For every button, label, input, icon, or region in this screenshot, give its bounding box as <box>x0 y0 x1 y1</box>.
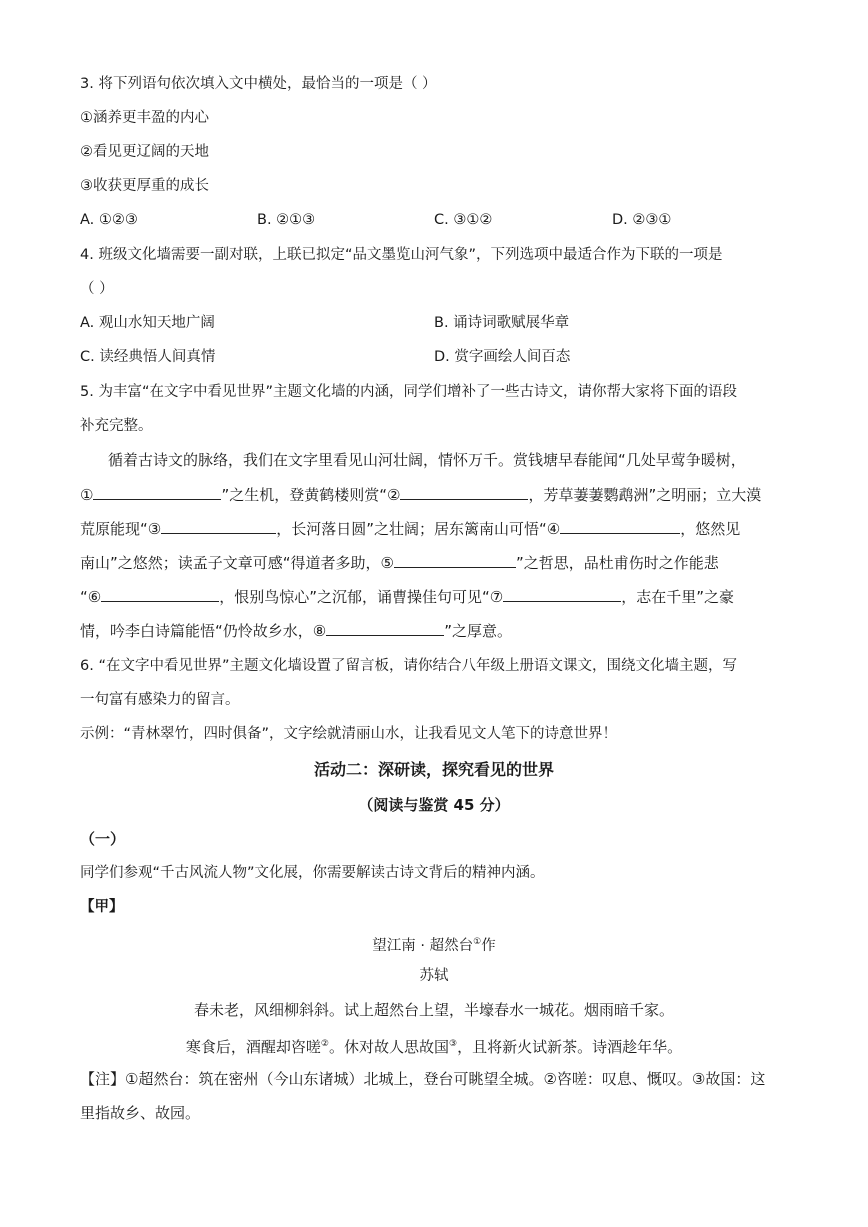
q6-line2: 一句富有感染力的留言。 <box>80 692 240 708</box>
q3-item-2: ②看见更辽阔的天地 <box>80 144 209 160</box>
q4-option-a: A. 观山水知天地广阔 <box>80 315 215 331</box>
q5-para-line5: “⑥ ，恨别鸟惊心”之沉郁，诵曹操佳句可见“⑦ ，志在千里”之豪 <box>80 588 734 606</box>
part-label: （一） <box>80 830 126 848</box>
q4-option-d: D. 赏字画绘人间百态 <box>434 349 571 365</box>
q5-para-line4: 南山”之悠然；读孟子文章可感“得道者多助，⑤ ”之哲思，品杜甫伤时之作能悲 <box>80 554 719 572</box>
q3-option-a: A. ①②③ <box>80 212 138 228</box>
q3-item-1: ①涵养更丰盈的内心 <box>80 110 209 126</box>
notes-line-1: 【注】①超然台：筑在密州（今山东诸城）北城上，登台可眺望全城。②咨嗟：叹息、慨叹。③故国：这 <box>80 1070 766 1088</box>
poem-line-1: 春未老，风细柳斜斜。试上超然台上望，半壕春水一城花。烟雨暗千家。 <box>193 1001 674 1019</box>
section-intro: 同学们参观“千古风流人物”文化展，你需要解读古诗文背后的精神内涵。 <box>80 865 545 881</box>
q5-para-line3: 荒原能现“③ ，长河落日圆”之壮阔；居东篱南山可悟“④ ，悠然见 <box>80 520 741 538</box>
q5-para-line1: 循着古诗文的脉络，我们在文字里看见山河壮阔，情怀万千。赏钱塘早春能闻“几处早莺争暖树， <box>108 451 746 469</box>
q4-stem: 4. 班级文化墙需要一副对联，上联已拟定“品文墨览山河气象”，下列选项中最适合作为下联的一项是 <box>80 247 723 263</box>
q3-item-3: ③收获更厚重的成长 <box>80 178 209 194</box>
q3-option-b: B. ②①③ <box>257 212 316 228</box>
poem-line-2: 寒食后，酒醒却咨嗟②。休对故人思故国③，且将新火试新茶。诗酒趁年华。 <box>185 1038 683 1056</box>
blank-label-1: ① <box>80 486 94 504</box>
q5-para-line2: ① ”之生机，登黄鹤楼则赏“② ，芳草萋萋鹦鹉洲”之明丽；立大漠 <box>80 486 762 504</box>
fill-blank-1[interactable] <box>93 485 221 500</box>
fill-blank-5[interactable] <box>394 553 516 568</box>
q5-stem-line2: 补充完整。 <box>80 418 153 434</box>
section-subtitle: （阅读与鉴赏 45 分） <box>358 796 510 814</box>
q3-stem: 3. 将下列语句依次填入文中横处，最恰当的一项是（ ） <box>80 76 437 92</box>
q3-option-d: D. ②③① <box>612 212 672 228</box>
q4-option-c: C. 读经典悟人间真情 <box>80 349 216 365</box>
fill-blank-2[interactable] <box>400 485 528 500</box>
jia-label: 【甲】 <box>80 899 124 915</box>
q4-paren: （ ） <box>80 281 114 297</box>
poem-title: 望江南 · 超然台①作 <box>372 937 496 954</box>
fill-blank-3[interactable] <box>161 519 276 534</box>
poem-author: 苏轼 <box>419 968 449 984</box>
q5-para-line6: 情，吟李白诗篇能悟“仍怜故乡水，⑧ ”之厚意。 <box>80 622 513 640</box>
fill-blank-7[interactable] <box>503 587 621 602</box>
footnote-marker-3: ③ <box>449 1039 458 1049</box>
fill-blank-8[interactable] <box>326 621 444 636</box>
fill-blank-6[interactable] <box>101 587 219 602</box>
q6-example: 示例：“青林翠竹，四时俱备”，文字绘就清丽山水，让我看见文人笔下的诗意世界！ <box>80 726 618 742</box>
q5-stem-line1: 5. 为丰富“在文字中看见世界”主题文化墙的内涵，同学们增补了一些古诗文，请你帮大家将下面的语段 <box>80 384 737 400</box>
q4-option-b: B. 诵诗词歌赋展华章 <box>434 315 570 331</box>
footnote-marker-2: ② <box>320 1039 329 1049</box>
section-title: 活动二：深研读，探究看见的世界 <box>313 760 554 779</box>
notes-line-2: 里指故乡、故园。 <box>80 1104 201 1122</box>
footnote-marker-1: ① <box>473 937 482 947</box>
fill-blank-4[interactable] <box>560 519 680 534</box>
q3-option-c: C. ③①② <box>434 212 493 228</box>
q6-line1: 6. “在文字中看见世界”主题文化墙设置了留言板，请你结合八年级上册语文课文，围绕文化墙主题，写 <box>80 658 737 674</box>
